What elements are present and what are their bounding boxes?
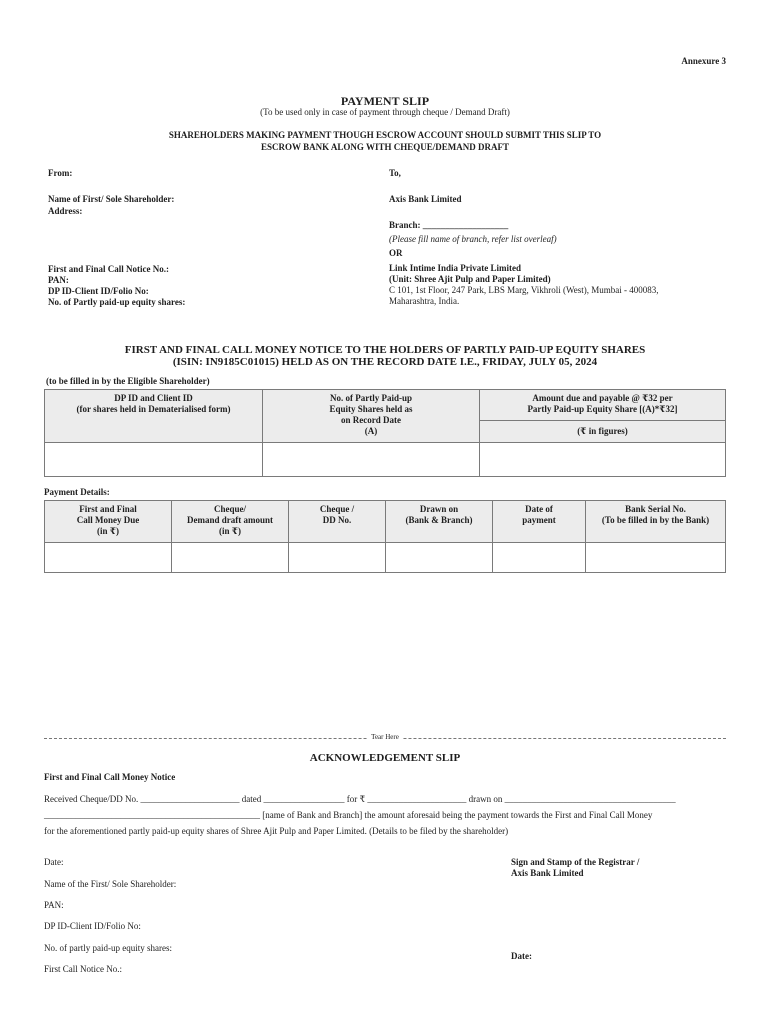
header-text: Cheque / xyxy=(319,504,355,514)
partly-paid-shares-field[interactable]: No. of Partly paid-up equity shares: xyxy=(48,297,186,307)
tear-here-label: Tear Here xyxy=(367,733,403,741)
bank-name: Axis Bank Limited xyxy=(389,194,462,204)
holding-table xyxy=(44,389,726,477)
bank-serial-input[interactable] xyxy=(586,543,726,573)
header-text: Drawn on xyxy=(419,504,459,514)
header-text: DP ID and Client ID xyxy=(114,393,193,403)
header-text: on Record Date xyxy=(341,415,401,425)
call-money-due-header xyxy=(45,501,172,543)
header-text: Call Money Due xyxy=(76,515,140,525)
fill-note: (to be filled in by the Eligible Shareholder) xyxy=(46,376,210,386)
from-label: From: xyxy=(48,168,73,178)
header-text: First and Final xyxy=(79,504,137,514)
amount-due-input[interactable] xyxy=(480,443,726,477)
pan-field[interactable]: PAN: xyxy=(48,275,69,285)
to-label: To, xyxy=(389,168,401,178)
ack-title: ACKNOWLEDGEMENT SLIP xyxy=(309,752,461,764)
header-text: Equity Shares held as xyxy=(329,404,413,414)
shares-held-input[interactable] xyxy=(263,443,480,477)
header-text: (in ₹) xyxy=(218,526,241,536)
sign-stamp-line-1: Sign and Stamp of the Registrar / xyxy=(511,857,640,867)
cheque-amount-input[interactable] xyxy=(172,543,289,573)
ack-subtitle: First and Final Call Money Notice xyxy=(44,772,176,782)
header-text: Partly Paid-up Equity Share [(A)*₹32] xyxy=(527,404,678,414)
dp-client-id-header xyxy=(45,390,263,443)
registrar-unit: (Unit: Shree Ajit Pulp and Paper Limited) xyxy=(389,274,551,284)
shares-held-header xyxy=(263,390,480,443)
sign-stamp-label xyxy=(511,857,639,879)
payment-table xyxy=(44,500,726,573)
call-notice-line-2: (ISIN: IN9185C01015) HELD AS ON THE RECORD DATE I.E., FRIDAY, JULY 05, 2024 xyxy=(172,356,598,368)
address-field[interactable]: Address: xyxy=(48,206,83,216)
call-notice-heading xyxy=(40,344,730,368)
payment-date-header xyxy=(493,501,586,543)
ack-received-line-2[interactable]: ________________________________________________ [name of Bank and Branch] the amount aforesaid being the payment towards the First and Final Call Money xyxy=(44,810,653,820)
payment-date-input[interactable] xyxy=(493,543,586,573)
ack-shareholder-name-field[interactable]: Name of the First/ Sole Shareholder: xyxy=(44,879,177,889)
annexure-label: Annexure 3 xyxy=(681,56,726,66)
cheque-number-input[interactable] xyxy=(289,543,386,573)
header-text: (To be filled in by the Bank) xyxy=(601,515,710,525)
payment-details-label: Payment Details: xyxy=(44,487,110,497)
header-text: payment xyxy=(522,515,556,525)
page-title: PAYMENT SLIP xyxy=(340,94,430,108)
page-subtitle: (To be used only in case of payment through cheque / Demand Draft) xyxy=(260,107,510,117)
ack-call-notice-field[interactable]: First Call Notice No.: xyxy=(44,964,122,974)
dp-client-id-input[interactable] xyxy=(45,443,263,477)
cheque-amount-header xyxy=(172,501,289,543)
sign-date-field[interactable]: Date: xyxy=(511,951,532,961)
header-text: (in ₹) xyxy=(96,526,119,536)
ack-date-field[interactable]: Date: xyxy=(44,857,64,867)
shareholder-name-field[interactable]: Name of First/ Sole Shareholder: xyxy=(48,194,175,204)
ack-dp-client-id-field[interactable]: DP ID-Client ID/Folio No: xyxy=(44,921,141,931)
registrar-address-line-1: C 101, 1st Floor, 247 Park, LBS Marg, Vikhroli (West), Mumbai - 400083, xyxy=(389,285,659,295)
header-text: (A) xyxy=(364,426,378,436)
registrar-name: Link Intime India Private Limited xyxy=(389,263,522,273)
ack-pan-field[interactable]: PAN: xyxy=(44,900,64,910)
branch-field[interactable]: Branch: ___________________ xyxy=(389,220,509,230)
call-money-due-input[interactable] xyxy=(45,543,172,573)
sign-stamp-line-2: Axis Bank Limited xyxy=(511,868,584,878)
ack-shares-field[interactable]: No. of partly paid-up equity shares: xyxy=(44,943,172,953)
instruction-line-2: ESCROW BANK ALONG WITH CHEQUE/DEMAND DRAFT xyxy=(261,142,509,152)
ack-received-line-1[interactable]: Received Cheque/DD No. ______________________ dated __________________ for ₹ ______________________ drawn on ______________________________________ xyxy=(44,794,676,804)
header-text: Demand draft amount xyxy=(186,515,273,525)
drawn-on-input[interactable] xyxy=(386,543,493,573)
amount-figures-header: (₹ in figures) xyxy=(480,421,726,443)
call-notice-number-field[interactable]: First and Final Call Notice No.: xyxy=(48,264,169,274)
bank-serial-header xyxy=(586,501,726,543)
amount-due-header xyxy=(480,390,726,421)
header-text: (Bank & Branch) xyxy=(405,515,473,525)
dp-client-id-field[interactable]: DP ID-Client ID/Folio No: xyxy=(48,286,149,296)
header-text: No. of Partly Paid-up xyxy=(330,393,412,403)
escrow-instruction xyxy=(100,129,670,153)
header-text: Date of xyxy=(525,504,553,514)
tear-line xyxy=(44,732,726,744)
branch-note: (Please fill name of branch, refer list overleaf) xyxy=(389,234,557,244)
call-notice-line-1: FIRST AND FINAL CALL MONEY NOTICE TO THE HOLDERS OF PARTLY PAID-UP EQUITY SHARES xyxy=(124,344,646,356)
drawn-on-header xyxy=(386,501,493,543)
header-text: (for shares held in Dematerialised form) xyxy=(76,404,231,414)
registrar-address-line-2: Maharashtra, India. xyxy=(389,296,460,306)
header-text: Amount due and payable @ ₹32 per xyxy=(532,393,673,403)
header-text: Bank Serial No. xyxy=(625,504,686,514)
header-text: DD No. xyxy=(322,515,352,525)
header-text: Cheque/ xyxy=(213,504,246,514)
or-separator: OR xyxy=(389,248,403,258)
instruction-line-1: SHAREHOLDERS MAKING PAYMENT THOUGH ESCROW ACCOUNT SHOULD SUBMIT THIS SLIP TO xyxy=(168,130,602,140)
cheque-number-header xyxy=(289,501,386,543)
ack-received-line-3: for the aforementioned partly paid-up equity shares of Shree Ajit Pulp and Paper Limited. (Details to be filed by the shareholder) xyxy=(44,826,509,836)
